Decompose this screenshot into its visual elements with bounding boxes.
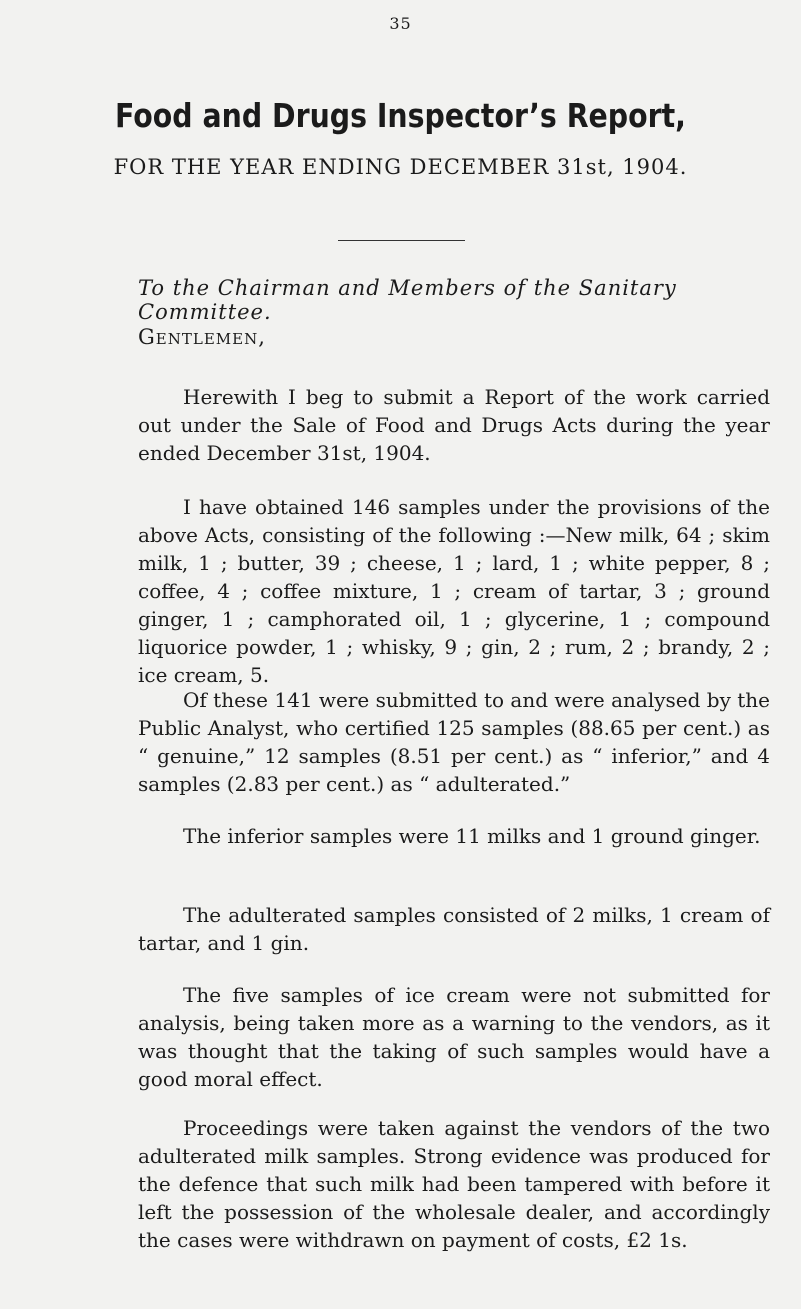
paragraph-5: The adulterated samples consisted of 2 milks, 1 cream of tartar, and 1 gin. (138, 903, 770, 955)
paragraph-4: The inferior samples were 11 milks and 1 ground ginger. (183, 824, 761, 848)
paragraph-7: Proceedings were taken against the vendors of the two adulterated milk samples. Strong evidence was produced for the defence that such milk had been tampered with before it left the possession of the wholesale dealer, and accordingly the cases were withdrawn on payment of costs, £2 1s. (138, 1116, 770, 1252)
report-subtitle: FOR THE YEAR ENDING DECEMBER 31st, 1904. (113, 155, 688, 179)
paragraph-6: The five samples of ice cream were not submitted for analysis, being taken more as a warning to the vendors, as it was thought that the taking of such samples would have a good moral effect. (138, 983, 770, 1091)
paragraph-3: Of these 141 were submitted to and were analysed by the Public Analyst, who certified 125 samples (88.65 per cent.) as “ genuine,” 12 samples (8.51 per cent.) as “ inferior,” and 4 samples (2.83 per cent.) as “ adulterated.” (138, 688, 770, 796)
page-number: 35 (389, 14, 412, 33)
paragraph-2: I have obtained 146 samples under the provisions of the above Acts, consisting of the following :—New milk, 64 ; skim milk, 1 ; butter, 39 ; cheese, 1 ; lard, 1 ; white pepper, 8 ; coffee, 4 ; coffee mixture, 1 ; cream of tartar, 3 ; ground ginger, 1 ; camphorated oil, 1 ; glycerine, 1 ; compound liquorice powder, 1 ; whisky, 9 ; gin, 2 ; rum, 2 ; brandy, 2 ; ice cream, 5. (138, 495, 770, 687)
greeting: Gentlemen, (138, 325, 266, 349)
report-title: Food and Drugs Inspector’s Report, (115, 96, 686, 135)
salutation: To the Chairman and Members of the Sanitary Committee. (138, 276, 677, 324)
divider-rule (338, 240, 465, 241)
paragraph-1: Herewith I beg to submit a Report of the work carried out under the Sale of Food and Drugs Acts during the year ended December 31st, 1904. (138, 385, 770, 465)
